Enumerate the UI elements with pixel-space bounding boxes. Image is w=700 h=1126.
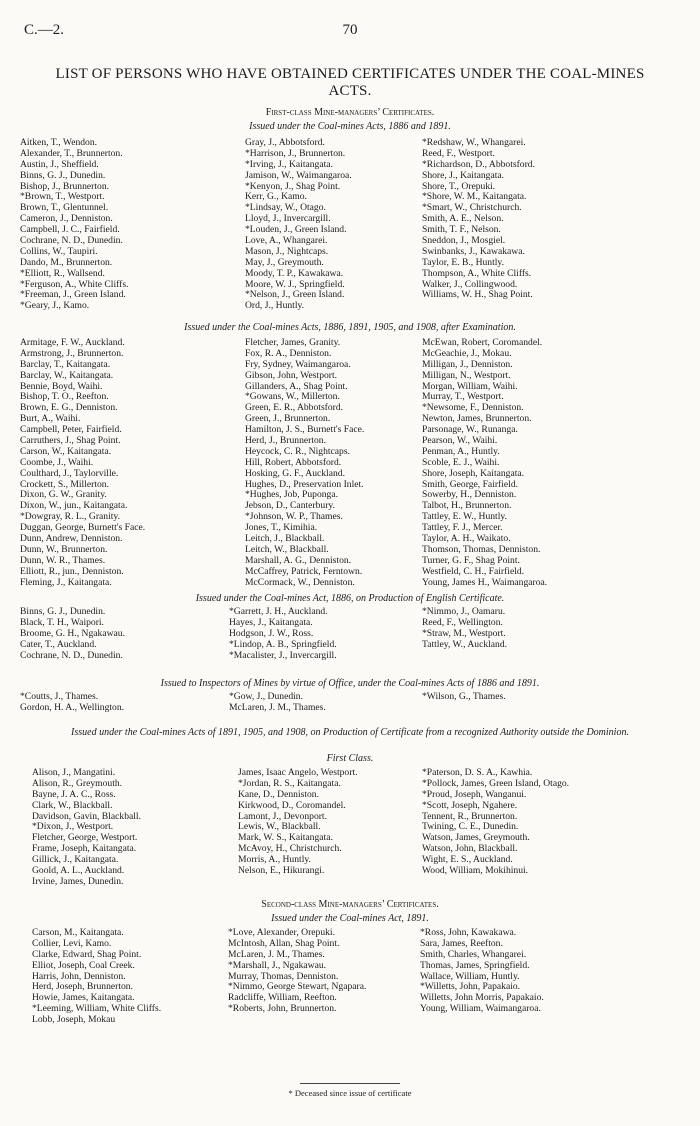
person-entry: McLaren, J. M., Thames. xyxy=(228,948,325,960)
person-entry: Howie, James, Kaitangata. xyxy=(32,992,135,1004)
person-entry: Jebson, D., Canterbury. xyxy=(245,500,335,512)
person-entry: Smith, A. E., Nelson. xyxy=(422,213,504,225)
person-entry: Brown, E. G., Denniston. xyxy=(20,402,118,414)
person-entry: Armitage, F. W., Auckland. xyxy=(20,337,125,348)
person-entry: Shore, J., Kaitangata. xyxy=(422,169,505,181)
person-entry: Dando, M., Brunnerton. xyxy=(20,256,113,268)
person-entry: *Wilson, G., Thames. xyxy=(422,691,506,702)
person-entry: Gibson, John, Westport. xyxy=(245,369,338,381)
person-entry: Carson, W., Kaitangata. xyxy=(20,445,112,457)
person-entry: Cochrane, N. D., Dunedin. xyxy=(20,235,123,247)
person-entry: Jamison, W., Waimangaroa. xyxy=(245,169,352,181)
person-entry: Reed, F., Wellington. xyxy=(422,616,503,628)
person-entry: *Irving, J., Kaitangata. xyxy=(245,158,333,170)
person-entry: *Leeming, William, White Cliffs. xyxy=(32,1003,162,1015)
person-entry: Swinbanks, J., Kawakawa. xyxy=(422,245,525,257)
person-entry: Black, T. H., Waipori. xyxy=(20,616,104,628)
person-entry: Hughes, D., Preservation Inlet. xyxy=(245,478,364,490)
person-entry: Radcliffe, William, Reefton. xyxy=(228,992,337,1004)
person-entry: Bishop, T. O., Reefton. xyxy=(20,391,109,403)
page-header xyxy=(24,22,676,42)
person-entry: *Hughes, Job, Puponga. xyxy=(245,489,339,501)
person-entry: *Kenyon, J., Shag Point. xyxy=(245,180,341,192)
section-subheading: Issued under the Coal-mines Acts of 1891, 1905, and 1908, on Production of Certificate from a recognized Authority outside the Dominion. xyxy=(71,727,629,738)
person-entry: *Gowans, W., Millerton. xyxy=(245,391,340,403)
name-column xyxy=(20,607,125,661)
person-entry: *Pollock, James, Green Island, Otago. xyxy=(422,777,570,789)
person-entry: Hill, Robert, Abbotsford. xyxy=(245,456,342,468)
person-entry: Aitken, T., Wendon. xyxy=(20,137,98,148)
person-entry: Alexander, T., Brunnerton. xyxy=(20,147,123,159)
person-entry: Gillanders, A., Shag Point. xyxy=(245,380,348,392)
footnote-divider xyxy=(300,1083,400,1084)
person-entry: Green, J., Brunnerton. xyxy=(245,413,331,425)
name-columns xyxy=(20,138,680,316)
person-entry: Tattley, E. W., Huntly. xyxy=(422,511,507,523)
name-column xyxy=(422,338,547,588)
person-entry: *Redshaw, W., Whangarei. xyxy=(422,137,526,148)
person-entry: Lewis, W., Blackball. xyxy=(238,821,321,833)
person-entry: Hosking, G. F., Auckland. xyxy=(245,467,345,479)
person-entry: *Smart, W., Christchurch. xyxy=(422,202,522,214)
name-column xyxy=(422,692,506,703)
person-entry: Scoble, E. J., Waihi. xyxy=(422,456,500,468)
person-entry: Gray, J., Abbotsford. xyxy=(245,137,325,148)
person-entry: Williams, W. H., Shag Point. xyxy=(422,289,533,301)
person-entry: *Geary, J., Kamo. xyxy=(20,300,90,312)
person-entry: *Harrison, J., Brunnerton. xyxy=(245,147,346,159)
person-entry: Lobb, Joseph, Mokau xyxy=(32,1014,116,1026)
person-entry: Green, E. R., Abbotsford. xyxy=(245,402,344,414)
name-column xyxy=(20,338,145,588)
person-entry: Herd, Joseph, Brunnerton. xyxy=(32,981,133,993)
name-columns xyxy=(20,768,680,890)
person-entry: Smith, George, Fairfield. xyxy=(422,478,519,490)
person-entry: *Louden, J., Green Island. xyxy=(245,224,347,236)
person-entry: May, J., Greymouth. xyxy=(245,256,324,268)
name-column xyxy=(20,692,124,714)
person-entry: Taylor, E. B., Huntly. xyxy=(422,256,504,268)
person-entry: Bayne, J. A. C., Ross. xyxy=(32,788,116,800)
section-subheading-first-class: First Class. xyxy=(326,753,374,764)
name-column xyxy=(32,928,161,1026)
section-subheading: Issued under the Coal-mines Act, 1886, on Production of English Certificate. xyxy=(195,593,505,604)
person-entry: Sowerby, H., Denniston. xyxy=(422,489,517,501)
person-entry: *Brown, T., Westport. xyxy=(20,191,105,203)
name-column xyxy=(20,138,128,312)
person-entry: Moody, T. P., Kawakawa. xyxy=(245,267,344,279)
name-column xyxy=(420,928,544,1015)
person-entry: Penman, A., Huntly. xyxy=(422,445,500,457)
name-column xyxy=(238,768,357,877)
person-entry: Fletcher, James, Granity. xyxy=(245,337,341,348)
person-entry: Dunn, Andrew, Denniston. xyxy=(20,533,123,545)
person-entry: Watson, James, Greymouth. xyxy=(422,832,530,844)
person-entry: Crockett, S., Millerton. xyxy=(20,478,109,490)
person-entry: Alison, J., Mangatini. xyxy=(32,767,116,778)
person-entry: Binns, G. J., Dunedin. xyxy=(20,606,106,617)
person-entry: *Dowgray, R. L., Granity. xyxy=(20,511,121,523)
person-entry: Sara, James, Reefton. xyxy=(420,937,503,949)
person-entry: Clark, W., Blackball. xyxy=(32,799,113,811)
person-entry: *Freeman, J., Green Island. xyxy=(20,289,126,301)
person-entry: McIntosh, Allan, Shag Point. xyxy=(228,937,340,949)
person-entry: Murray, T., Westport. xyxy=(422,391,504,403)
person-entry: Cater, T., Auckland. xyxy=(20,638,97,650)
name-columns xyxy=(20,338,680,590)
person-entry: Fox, R. A., Denniston. xyxy=(245,347,332,359)
person-entry: Broome, G. H., Ngakawau. xyxy=(20,627,125,639)
person-entry: Twining, C. E., Dunedin. xyxy=(422,821,519,833)
person-entry: McEwan, Robert, Coromandel. xyxy=(422,337,543,348)
person-entry: Thomas, James, Springfield. xyxy=(420,959,530,971)
name-column xyxy=(245,138,352,312)
person-entry: Coulthard, J., Taylorville. xyxy=(20,467,119,479)
person-entry: Reed, F., Westport. xyxy=(422,147,495,159)
person-entry: Campbell, Peter, Fairfield. xyxy=(20,424,122,436)
person-entry: Frame, Joseph, Kaitangata. xyxy=(32,843,137,855)
person-entry: Murray, Thomas, Denniston. xyxy=(228,970,339,982)
person-entry: Marshall, A. G., Denniston. xyxy=(245,554,352,566)
document-title: LIST OF PERSONS WHO HAVE OBTAINED CERTIFICATES UNDER THE COAL-MINES ACTS. xyxy=(55,66,645,99)
person-entry: Turner, G. F., Shag Point. xyxy=(422,554,520,566)
person-entry: Fry, Sydney, Waimangaroa. xyxy=(245,358,351,370)
person-entry: Kane, D., Denniston. xyxy=(238,788,319,800)
person-entry: Thomson, Thomas, Denniston. xyxy=(422,543,541,555)
name-column xyxy=(229,607,337,661)
person-entry: Davidson, Gavin, Blackball. xyxy=(32,810,141,822)
person-entry: Burt, A., Waihi. xyxy=(20,413,81,425)
person-entry: *Nelson, J., Green Island. xyxy=(245,289,345,301)
person-entry: Milligan, N., Westport. xyxy=(422,369,511,381)
person-entry: *Lindop, A. B., Springfield. xyxy=(229,638,337,650)
person-entry: McLaren, J. M., Thames. xyxy=(229,701,326,713)
person-entry: *Ferguson, A., White Cliffs. xyxy=(20,278,129,290)
person-entry: *Coutts, J., Thames. xyxy=(20,691,99,702)
section-subheading: Issued under the Coal-mines Act, 1891. xyxy=(271,913,429,924)
person-entry: Fletcher, George, Westport. xyxy=(32,832,138,844)
name-columns xyxy=(20,692,680,716)
person-entry: Bishop, J., Brunnerton. xyxy=(20,180,110,192)
person-entry: Coombe, J., Waihi. xyxy=(20,456,94,468)
person-entry: Smith, Charles, Whangarei. xyxy=(420,948,527,960)
name-column xyxy=(229,692,326,714)
person-entry: Campbell, J. C., Fairfield. xyxy=(20,224,120,236)
person-entry: Elliott, R., jun., Denniston. xyxy=(20,565,124,577)
person-entry: Moore, W. J., Springfield. xyxy=(245,278,345,290)
person-entry: Sneddon, J., Mosgiel. xyxy=(422,235,506,247)
person-entry: Mark, W. S., Kaitangata. xyxy=(238,832,333,844)
person-entry: Bennie, Boyd, Waihi. xyxy=(20,380,103,392)
person-entry: Armstrong, J., Brunnerton. xyxy=(20,347,124,359)
person-entry: Carruthers, J., Shag Point. xyxy=(20,435,121,447)
name-columns xyxy=(20,928,680,1028)
person-entry: McGeachie, J., Mokau. xyxy=(422,347,512,359)
person-entry: Harris, John, Denniston. xyxy=(32,970,126,982)
person-entry: McCaffrey, Patrick, Ferntown. xyxy=(245,565,363,577)
person-entry: Heycock, C. R., Nightcaps. xyxy=(245,445,350,457)
person-entry: Talbot, H., Brunnerton. xyxy=(422,500,512,512)
name-column xyxy=(422,768,569,877)
person-entry: *Jordan, R. S., Kaitangata. xyxy=(238,777,341,789)
person-entry: *Paterson, D. S. A., Kawhia. xyxy=(422,767,533,778)
person-entry: Duggan, George, Burnett's Face. xyxy=(20,522,146,534)
person-entry: Gillick, J., Kaitangata. xyxy=(32,854,119,866)
person-entry: *Willetts, John, Papakaio. xyxy=(420,981,521,993)
name-column xyxy=(245,338,364,588)
person-entry: Barclay, T., Kaitangata. xyxy=(20,358,111,370)
person-entry: Cochrane, N. D., Dunedin. xyxy=(20,649,123,661)
person-entry: Kerr, G., Kamo. xyxy=(245,191,307,203)
person-entry: Tattley, F. J., Mercer. xyxy=(422,522,503,534)
person-entry: Jones, T., Kimihia. xyxy=(245,522,318,534)
person-entry: *Roberts, John, Brunnerton. xyxy=(228,1003,337,1015)
person-entry: *Shore, W. M., Kaitangata. xyxy=(422,191,527,203)
person-entry: *Proud, Joseph, Wanganui. xyxy=(422,788,527,800)
person-entry: Elliot, Joseph, Coal Creek. xyxy=(32,959,135,971)
person-entry: Wight, E. S., Auckland. xyxy=(422,854,513,866)
name-column xyxy=(228,928,366,1015)
person-entry: McAvoy, H., Christchurch. xyxy=(238,843,342,855)
person-entry: Leitch, J., Blackball. xyxy=(245,533,325,545)
person-entry: Goold, A. L., Auckland. xyxy=(32,865,125,877)
person-entry: Watson, John, Blackball. xyxy=(422,843,518,855)
name-column xyxy=(32,768,141,888)
person-entry: Westfield, C. H., Fairfield. xyxy=(422,565,525,577)
section-subheading: Issued under the Coal-mines Acts, 1886 and 1891. xyxy=(249,121,451,132)
person-entry: Thompson, A., White Cliffs. xyxy=(422,267,532,279)
person-entry: Leitch, W., Blackball. xyxy=(245,543,329,555)
person-entry: Binns, G. J., Dunedin. xyxy=(20,169,106,181)
person-entry: *Richardson, D., Abbotsford. xyxy=(422,158,535,170)
person-entry: Austin, J., Sheffield. xyxy=(20,158,99,170)
person-entry: Parsonage, W., Runanga. xyxy=(422,424,518,436)
person-entry: Fleming, J., Kaitangata. xyxy=(20,576,112,588)
person-entry: Carson, M., Kaitangata. xyxy=(32,927,124,938)
person-entry: Dunn, W., Brunnerton. xyxy=(20,543,108,555)
person-entry: *Macalister, J., Invercargill. xyxy=(229,649,337,661)
person-entry: Taylor, A. H., Waikato. xyxy=(422,533,511,545)
person-entry: Tattley, W., Auckland. xyxy=(422,638,508,650)
person-entry: *Nimmo, J., Oamaru. xyxy=(422,606,506,617)
person-entry: Alison, R., Greymouth. xyxy=(32,777,123,789)
person-entry: *Straw, M., Westport. xyxy=(422,627,506,639)
person-entry: Herd, J., Brunnerton. xyxy=(245,435,326,447)
person-entry: Wood, William, Mokihinui. xyxy=(422,865,529,877)
person-entry: Nelson, E., Hikurangi. xyxy=(238,865,325,877)
person-entry: Newton, James, Brunnerton. xyxy=(422,413,532,425)
name-columns xyxy=(20,607,680,663)
person-entry: Irvine, James, Dunedin. xyxy=(32,875,124,887)
person-entry: Hodgson, J. W., Ross. xyxy=(229,627,314,639)
person-entry: Wallace, William, Huntly. xyxy=(420,970,520,982)
person-entry: Young, William, Waimangaroa. xyxy=(420,1003,541,1015)
person-entry: *Ross, John, Kawakawa. xyxy=(420,927,517,938)
person-entry: Barclay, W., Kaitangata. xyxy=(20,369,114,381)
footnote: * Deceased since issue of certificate xyxy=(288,1088,412,1098)
person-entry: Love, A., Whangarei. xyxy=(245,235,328,247)
person-entry: Mason, J., Nightcaps. xyxy=(245,245,329,257)
section-heading-second-class: Second-class Mine-managers’ Certificates. xyxy=(261,899,439,910)
person-entry: Hayes, J., Kaitangata. xyxy=(229,616,313,628)
person-entry: Walker, J., Collingwood. xyxy=(422,278,518,290)
section-heading-first-class: First-class Mine-managers’ Certificates. xyxy=(265,107,435,118)
person-entry: Brown, T., Glentunnel. xyxy=(20,202,109,214)
person-entry: *Garrett, J. H., Auckland. xyxy=(229,606,328,617)
person-entry: Shore, Joseph, Kaitangata. xyxy=(422,467,525,479)
person-entry: Dixon, G. W., Granity. xyxy=(20,489,107,501)
person-entry: Smith, T. F., Nelson. xyxy=(422,224,501,236)
person-entry: Clarke, Edward, Shag Point. xyxy=(32,948,142,960)
person-entry: *Love, Alexander, Orepuki. xyxy=(228,927,335,938)
page-number: 70 xyxy=(342,22,358,38)
person-entry: Pearson, W., Waihi. xyxy=(422,435,498,447)
person-entry: *Dixon, J., Westport. xyxy=(32,821,114,833)
person-entry: *Marshall, J., Ngakawau. xyxy=(228,959,327,971)
person-entry: *Johnson, W. P., Thames. xyxy=(245,511,343,523)
person-entry: *Newsome, F., Denniston. xyxy=(422,402,524,414)
person-entry: Ord, J., Huntly. xyxy=(245,300,305,312)
name-column xyxy=(422,138,535,301)
report-code: C.—2. xyxy=(24,22,65,38)
person-entry: Young, James H., Waimangaroa. xyxy=(422,576,548,588)
name-column xyxy=(422,607,507,651)
person-entry: Tennent, R., Brunnerton. xyxy=(422,810,518,822)
person-entry: Collins, W., Taupiri. xyxy=(20,245,98,257)
person-entry: Morris, A., Huntly. xyxy=(238,854,311,866)
person-entry: Lamont, J., Devonport. xyxy=(238,810,327,822)
person-entry: *Lindsay, W., Otago. xyxy=(245,202,326,214)
person-entry: *Elliott, R., Wallsend. xyxy=(20,267,105,279)
section-subheading: Issued to Inspectors of Mines by virtue of Office, under the Coal-mines Acts of 1886 and 1891. xyxy=(160,678,540,689)
person-entry: Kirkwood, D., Coromandel. xyxy=(238,799,346,811)
person-entry: Dixon, W., jun., Kaitangata. xyxy=(20,500,128,512)
section-subheading: Issued under the Coal-mines Acts, 1886, 1891, 1905, and 1908, after Examination. xyxy=(184,322,516,333)
person-entry: McCormack, W., Denniston. xyxy=(245,576,355,588)
person-entry: Shore, T., Orepuki. xyxy=(422,180,496,192)
person-entry: Morgan, William, Waihi. xyxy=(422,380,518,392)
person-entry: Hamilton, J. S., Burnett's Face. xyxy=(245,424,365,436)
person-entry: Collier, Levi, Kamo. xyxy=(32,937,112,949)
person-entry: *Nimmo, George Stewart, Ngapara. xyxy=(228,981,367,993)
person-entry: Milligan, J., Denniston. xyxy=(422,358,513,370)
person-entry: *Scott, Joseph, Ngahere. xyxy=(422,799,518,811)
person-entry: Cameron, J., Denniston. xyxy=(20,213,113,225)
person-entry: Gordon, H. A., Wellington. xyxy=(20,701,125,713)
person-entry: Dunn, W. R., Thames. xyxy=(20,554,106,566)
person-entry: *Gow, J., Dunedin. xyxy=(229,691,303,702)
person-entry: Willetts, John Morris, Papakaio. xyxy=(420,992,544,1004)
person-entry: Lloyd, J., Invercargill. xyxy=(245,213,331,225)
person-entry: James, Isaac Angelo, Westport. xyxy=(238,767,358,778)
